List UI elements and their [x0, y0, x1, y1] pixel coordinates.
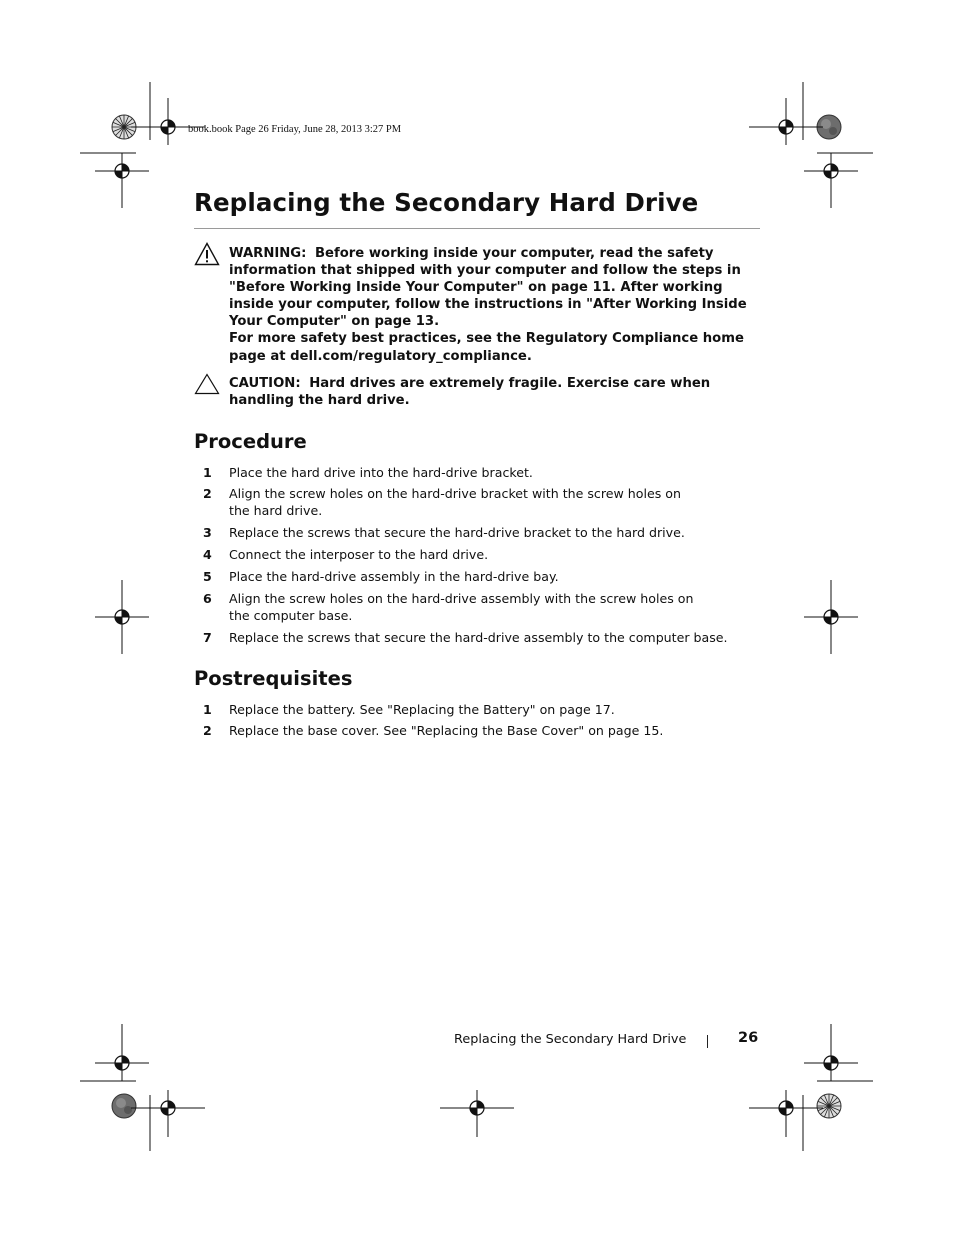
list-item	[196, 722, 756, 739]
step-text: Connect the interposer to the hard drive.	[229, 546, 489, 562]
step-text: Place the hard-drive assembly in the hard-drive bay.	[229, 569, 559, 585]
list-item	[196, 546, 756, 563]
postrequisites-heading: Postrequisites	[194, 667, 353, 690]
step-text: Place the hard drive into the hard-drive bracket.	[229, 465, 533, 480]
step-text: Replace the battery. See "Replacing the Battery" on page 17.	[229, 702, 615, 717]
warning-triangle-icon	[194, 242, 220, 266]
procedure-heading: Procedure	[194, 430, 307, 453]
step-text: Replace the screws that secure the hard-drive bracket to the hard drive.	[229, 524, 685, 540]
step-number: 2	[203, 723, 212, 739]
list-item	[196, 524, 756, 541]
title-rule	[194, 228, 760, 229]
step-text: Align the screw holes on the hard-drive assembly with the screw holes on the computer base.	[229, 591, 694, 624]
caution-triangle-icon	[194, 373, 220, 395]
list-item	[196, 485, 699, 519]
warning-notice	[229, 245, 761, 365]
postrequisites-steps	[196, 701, 756, 739]
step-number: 6	[203, 591, 212, 607]
footer-separator	[707, 1035, 708, 1048]
caution-label: CAUTION:	[229, 376, 301, 391]
list-item	[196, 464, 756, 481]
warning-text: Before working inside your computer, read the safety information that shipped with your computer and follow the steps in "Before Working Inside Your Computer" on page 11. After working inside your computer, follow the instructions in "After Working Inside Your Computer" on page 13.	[229, 246, 747, 330]
page-title: Replacing the Secondary Hard Drive	[194, 188, 699, 217]
page-number: 26	[738, 1030, 759, 1046]
procedure-steps	[196, 464, 756, 646]
list-item	[196, 590, 717, 624]
step-number: 4	[203, 546, 212, 562]
caution-text: Hard drives are extremely fragile. Exercise care when handling the hard drive.	[229, 376, 711, 409]
step-number: 2	[203, 486, 212, 502]
list-item	[196, 629, 756, 646]
step-number: 1	[203, 465, 212, 480]
list-item	[196, 701, 756, 718]
warning-label: WARNING:	[229, 246, 307, 261]
step-number: 5	[203, 569, 212, 585]
step-number: 3	[203, 524, 212, 540]
step-number: 1	[203, 702, 212, 717]
step-text: Replace the base cover. See "Replacing the Base Cover" on page 15.	[229, 723, 664, 739]
step-text: Replace the screws that secure the hard-drive assembly to the computer base.	[229, 629, 728, 645]
list-item	[196, 568, 756, 585]
step-text: Align the screw holes on the hard-drive bracket with the screw holes on the hard drive.	[229, 486, 681, 519]
print-header: book.book Page 26 Friday, June 28, 2013 3:27 PM	[188, 124, 402, 135]
step-number: 7	[203, 629, 212, 645]
footer-section-title: Replacing the Secondary Hard Drive	[454, 1032, 687, 1047]
caution-notice	[229, 375, 749, 409]
warning-text-more: For more safety best practices, see the Regulatory Compliance home page at dell.com/regulatory_compliance.	[229, 331, 744, 364]
